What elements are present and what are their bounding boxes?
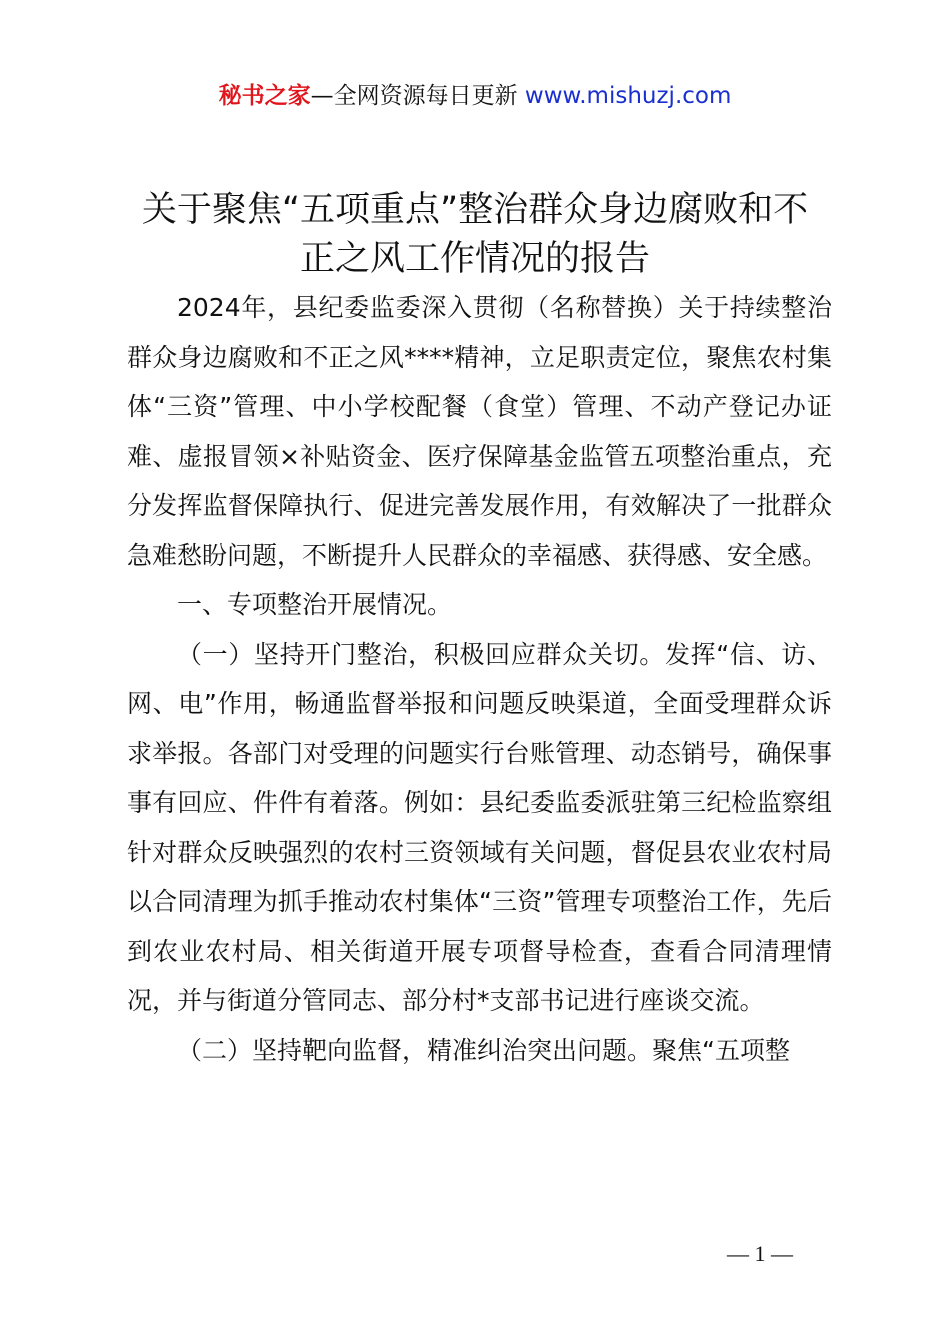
body-paragraph-subsection-2: （二）坚持靶向监督，精准纠治突出问题。聚焦“五项整 [177,1035,790,1065]
document-title-line-1: 关于聚焦“五项重点”整治群众身边腐败和不 [141,190,809,230]
section-heading-1: 一、专项整治开展情况。 [177,590,453,619]
site-header [0,80,950,112]
site-url-link[interactable]: www.mishuzj.com [524,83,732,109]
document-body [127,283,832,1075]
document-title [100,186,850,284]
page-number: — 1 — [727,1241,793,1266]
document-title-line-2: 正之风工作情况的报告 [299,239,650,279]
site-brand: 秘书之家 [218,83,311,109]
site-tagline: —全网资源每日更新 [310,83,525,109]
body-paragraph-subsection-1: （一）坚持开门整治，积极回应群众关切。发挥“信、访、网、电”作用，畅通监督举报和问题反映渠道，全面受理群众诉求举报。各部门对受理的问题实行台账管理、动态销号，确保事事有回应、件件有着落。例如：县纪委监委派驻第三纪检监察组针对群众反映强烈的农村三资领域有关问题，督促县农业农村局以合同清理为抓手推动农村集体“三资”管理专项整治工作，先后到农业农村局、相关街道开展专项督导检查，查看合同清理情况，并与街道分管同志、部分村*支部书记进行座谈交流。 [127,639,832,1015]
body-paragraph-intro: 2024年，县纪委监委深入贯彻（名称替换）关于持续整治群众身边腐败和不正之风****精神，立足职责定位，聚焦农村集体“三资”管理、中小学校配餐（食堂）管理、不动产登记办证难、虚报冒领×补贴资金、医疗保障基金监管五项整治重点，充分发挥监督保障执行、促进完善发展作用，有效解决了一批群众急难愁盼问题，不断提升人民群众的幸福感、获得感、安全感。 [127,293,832,570]
